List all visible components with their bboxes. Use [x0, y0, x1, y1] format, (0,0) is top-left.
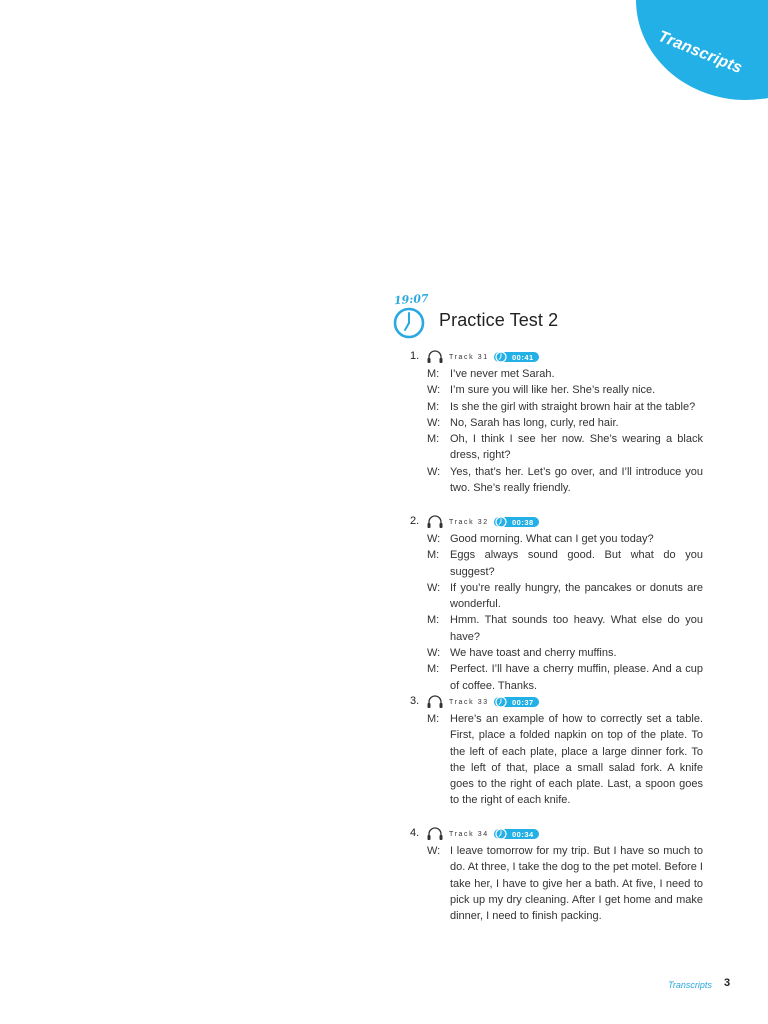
corner-tab-label: Transcripts [655, 28, 745, 78]
speaker-label: W: [427, 845, 441, 857]
page-number: 3 [724, 977, 731, 989]
dialogue-text: Oh, I think I see her now. She’s wearing a black dress, right? [450, 433, 703, 462]
speaker-label: W: [427, 416, 441, 429]
dialogue-text: No, Sarah has long, curly, red hair. [450, 416, 619, 429]
transcript-item [405, 350, 705, 496]
item-header [405, 515, 705, 531]
dialogue-line [405, 464, 705, 497]
clock-icon [393, 307, 425, 339]
headphones-icon [426, 827, 444, 841]
dialogue-line [405, 531, 705, 547]
speaker-label: W: [427, 581, 441, 594]
dialogue-line [405, 711, 705, 809]
dialogue-text: I’m sure you will like her. She’s really nice. [450, 384, 656, 397]
dialogue-line [405, 382, 705, 398]
duration-clock-icon [495, 828, 507, 840]
item-number: 3. [410, 695, 420, 707]
duration-badge [494, 517, 539, 527]
speaker-label: M: [427, 713, 440, 725]
dialogue-text: Perfect. I’ll have a cherry muffin, please. And a cup of coffee. Thanks. [450, 663, 703, 692]
track-label: Track 33 [449, 699, 489, 706]
item-header [405, 827, 705, 843]
transcript-item [405, 827, 705, 924]
dialogue-text: Here’s an example of how to correctly set a table. First, place a folded napkin on top of the plate. To the left of each plate, place a large dinner fork. To the left of that, place a small salad fork. A knife goes to the right of each plate. Last, a spoon goes to the right of each knife. [450, 713, 703, 807]
time-label: 19:07 [393, 291, 430, 308]
item-number: 2. [410, 515, 420, 527]
duration-badge [494, 352, 539, 362]
dialogue-text: Yes, that’s her. Let’s go over, and I’ll introduce you two. She’s really friendly. [450, 465, 703, 495]
item-header [405, 695, 705, 711]
speaker-label: W: [427, 647, 441, 660]
page-title: Practice Test 2 [439, 310, 559, 330]
dialogue-text: Hmm. That sounds too heavy. What else do you have? [450, 614, 703, 643]
transcript-item [405, 695, 705, 809]
duration-clock-icon [495, 696, 507, 708]
speaker-label: W: [427, 465, 441, 478]
duration-clock-icon [495, 351, 507, 363]
dialogue-text: Is she the girl with straight brown hair at the table? [450, 400, 696, 413]
dialogue-text: If you’re really hungry, the pancakes or donuts are wonderful. [450, 581, 703, 611]
track-label: Track 34 [449, 831, 489, 838]
duration-text: 00:34 [512, 830, 534, 839]
duration-clock-icon [495, 516, 507, 528]
dialogue-line [405, 843, 705, 924]
dialogue-text: Good morning. What can I get you today? [450, 533, 654, 545]
transcript-item [405, 515, 705, 694]
speaker-label: M: [427, 433, 440, 446]
dialogue-line [405, 612, 705, 645]
duration-text: 00:41 [512, 353, 534, 362]
headphones-icon [426, 695, 444, 709]
speaker-label: M: [427, 614, 440, 627]
dialogue-line [405, 580, 705, 613]
track-label: Track 31 [449, 354, 489, 361]
item-number: 4. [410, 827, 420, 839]
dialogue-text: I leave tomorrow for my trip. But I have so much to do. At three, I take the dog to the pet motel. Before I take her, I have to give her a bath. At five, I need to pick up my dry cleaning. After I get home and make dinner, I need to finish packing. [450, 845, 703, 923]
duration-badge [494, 829, 539, 839]
item-header [405, 350, 705, 366]
speaker-label: W: [427, 384, 441, 397]
footer-label: Transcripts [668, 980, 712, 990]
dialogue-line [405, 431, 705, 464]
duration-badge [494, 697, 539, 707]
duration-text: 00:38 [512, 518, 534, 527]
dialogue-text: We have toast and cherry muffins. [450, 647, 617, 660]
speaker-label: M: [427, 400, 440, 413]
dialogue-line [405, 661, 705, 694]
speaker-label: M: [427, 368, 440, 380]
dialogue-text: I’ve never met Sarah. [450, 368, 555, 380]
headphones-icon [426, 350, 444, 364]
dialogue-line [405, 645, 705, 661]
headphones-icon [426, 515, 444, 529]
speaker-label: M: [427, 663, 440, 676]
item-number: 1. [410, 350, 420, 362]
dialogue-line [405, 366, 705, 382]
track-label: Track 32 [449, 519, 489, 526]
dialogue-line [405, 547, 705, 580]
dialogue-text: Eggs always sound good. But what do you suggest? [450, 549, 703, 578]
dialogue-line [405, 415, 705, 431]
duration-text: 00:37 [512, 698, 534, 707]
speaker-label: M: [427, 549, 440, 562]
dialogue-line [405, 399, 705, 415]
speaker-label: W: [427, 533, 441, 545]
